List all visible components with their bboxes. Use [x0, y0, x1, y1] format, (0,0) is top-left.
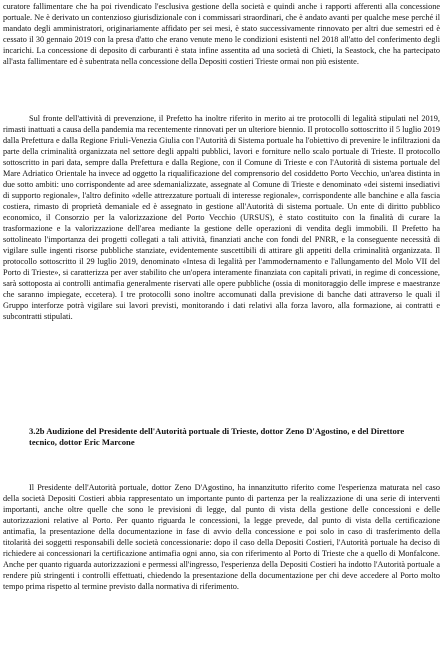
paragraph-depositi-costieri-concessione: curatore fallimentare che ha poi rivendicato l'esclusiva gestione della società e quindi anche i rapporti afferenti alla concessione portuale. Ne è derivato un contenzioso giurisdizionale con i commissari straordinari, che è andato avanti per qualche mese perché il mandato degli amministratori, originariamente affidato per sei mesi, è stato successivamente rinnovato per altri due semestri ed è cessato il 30 gennaio 2019 con la presa d'atto che erano venute meno le condizioni esistenti nel 2018 all'atto del conferimento degli incarichi. La concessione di deposito di carburanti è stata infine assentita ad una società di Chieti, la Seastock, che ha partecipato all'asta fallimentare ed è subentrata nella concessione della Depositi costieri Trieste ormai non più esistente. — [3, 2, 440, 66]
section-heading-audizione-presidente: 3.2b Audizione del Presidente dell'Autorità portuale di Trieste, dottor Zeno D'Agostino, e del Direttore tecnico, dottor Eric Marcone — [29, 426, 405, 447]
paragraph-audizione-dagostino: Il Presidente dell'Autorità portuale, dottor Zeno D'Agostino, ha innanzitutto riferito come l'esperienza maturata nel caso della società Depositi Costieri abbia rappresentato un importante punto di partenza per la realizzazione di una serie di interventi importanti, anche oltre quelle che sono le previsioni di legge, dal punto di vista della gestione delle concessioni e delle autorizzazioni relative al Porto. Per quanto riguarda le concessioni, la legge prevede, dal punto di vista della certificazione antimafia, la presentazione della documentazione in fase di avvio della concessione e poi solo in caso di trasferimento della titolarità dei soggetti responsabili delle società concessionarie: dopo il caso della Depositi Costieri, l'Autorità portuale ha deciso di richiedere ai concessionari la certificazione antimafia ogni anno, sia con riferimento al Porto di Trieste che a quello di Monfalcone. Anche per quanto riguarda autorizzazioni e permessi all'ingresso, l'esperienza della Depositi Costieri ha indotto l'Autorità portuale a rendere più stringenti i controlli effettuati, chiedendo la presentazione della documentazione per chi deve accedere al Porto molto tempo prima rispetto al termine previsto dalla normativa di riferimento. — [3, 483, 440, 591]
document-page — [3, 0, 440, 645]
paragraph-protocolli-legalita: Sul fronte dell'attività di prevenzione, il Prefetto ha inoltre riferito in merito ai tre protocolli di legalità stipulati nel 2019, rimasti inattuati a causa della pandemia ma recentemente rinnovati per un ulteriore biennio. Il protocollo sottoscritto il 5 luglio 2019 dalla Prefettura e dalla Regione Friuli-Venezia Giulia con l'Autorità di Sistema portuale ha l'obiettivo di prevenire le infiltrazioni da parte della criminalità organizzata nel settore degli appalti pubblici, lavori e forniture nello scalo portuale di Trieste. Il protocollo sottoscritto in pari data, sempre dalla Prefettura e dalla Regione, con il Comune di Trieste e con l'Autorità di sistema portuale del Mare Adriatico Orientale ha invece ad oggetto la riqualificazione del comprensorio del cosiddetto Porto Vecchio, un'area distinta in due sotto ambiti: uno corrispondente ad aree sdemanializzate, assegnate al Comune di Trieste e denominato «dei sistemi insediativi di supporto regionale», l'altro definito «delle attrezzature portuali di interesse regionale», corrispondente alle banchine e alla fascia costiera, rimasto di proprietà demaniale ed è assegnato in gestione all'Autorità di sistema portuale. Un ente di diritto pubblico economico, il Consorzio per la valorizzazione del Porto Vecchio (URSUS), è stato costituito con la finalità di curare la trasformazione e la valorizzazione dell'area mediante la gestione delle operazioni di vendita degli immobili. Il Prefetto ha sottolineato l'importanza dei progetti collegati a tali attività, finanziati anche con fondi del PNRR, e la conseguente necessità di vigilare sulle ingenti risorse pubbliche stanziate, evidentemente suscettibili di attirare gli appetiti della criminalità organizzata. Il protocollo sottoscritto il 29 luglio 2019, denominato «Intesa di legalità per l'ammodernamento e l'allungamento del Molo VII del Porto di Trieste», si caratterizza per aver stabilito che un'opera interamente finanziata con capitali privati, in regime di concessione, sarà sottoposta ai controlli antimafia generalmente riservati alle opere pubbliche (ossia di monitoraggio delle imprese e maestranze che saranno impiegate, eccetera). I tre protocolli sono inoltre accomunati dalla previsione di banche dati attraverso le quali il Gruppo interforze potrà vigilare sui lavori previsti, monitorando i dati relativi alla forza lavoro, alla formazione, ai contratti e subcontratti stipulati. — [3, 114, 440, 321]
